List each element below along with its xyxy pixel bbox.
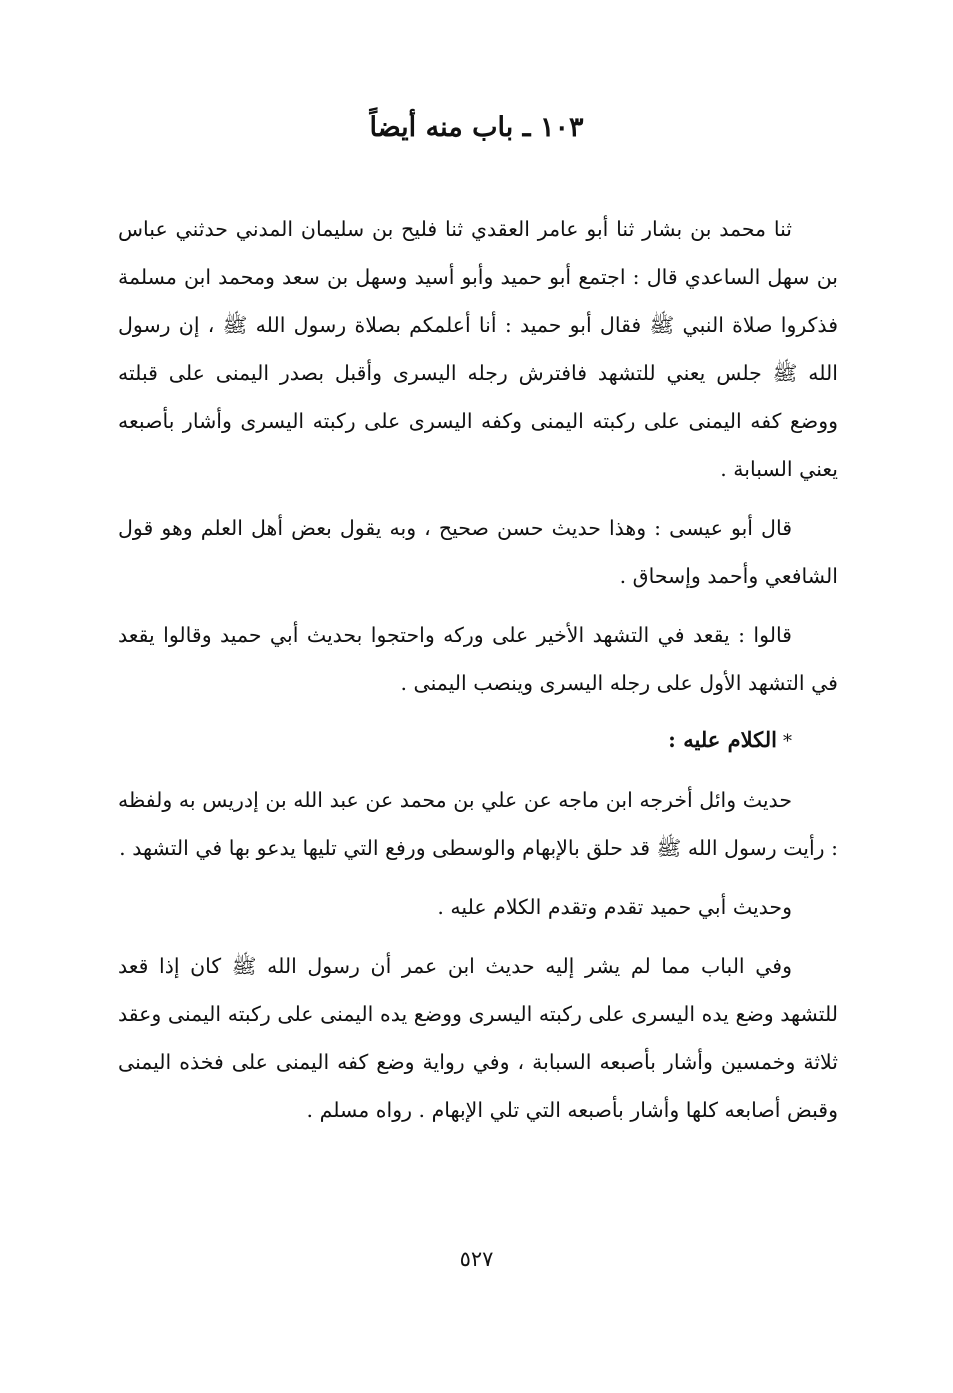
chapter-title: ١٠٣ ـ باب منه أيضاً — [369, 112, 584, 143]
star-icon: * — [783, 731, 792, 752]
section-heading-text: الكلام عليه : — [668, 727, 777, 752]
paragraph-abu-isa-comment: قال أبو عيسى : وهذا حديث حسن صحيح ، وبه يقول بعض أهل العلم وهو قول الشافعي وأحمد وإسحاق . — [118, 516, 838, 588]
paragraph-hadith-text: ثنا محمد بن بشار ثنا أبو عامر العقدي ثنا فليح بن سليمان المدني حدثني عباس بن سهل الساعدي قال : اجتمع أبو حميد وأبو أسيد وسهل بن سعد ومحمد ابن مسلمة فذكروا صلاة النبي ﷺ فقال أبو حميد : أنا أعلمكم بصلاة رسول الله ﷺ ، إن رسول الله ﷺ جلس يعني للتشهد فافترش رجله اليسرى وأقبل بصدر اليمنى على قبلته ووضع كفه اليمنى على ركبته اليمنى وكفه اليسرى على ركبته اليسرى وأشار بأصبعه يعني السبابة . — [118, 217, 838, 481]
page-number: ٥٢٧ — [459, 1247, 494, 1271]
body-text — [118, 205, 838, 1145]
section-heading — [118, 718, 838, 764]
paragraph-wail-hadith: حديث وائل أخرجه ابن ماجه عن علي بن محمد عن عبد الله بن إدريس به ولفظه : رأيت رسول الله ﷺ قد حلق بالإبهام والوسطى ورفع التي تليها يدعو بها في التشهد . — [118, 788, 838, 860]
paragraph-scholars-opinion: قالوا : يقعد في التشهد الأخير على وركه واحتجوا بحديث أبي حميد وقالوا يقعد في التشهد الأول على رجله اليسرى وينصب اليمنى . — [118, 623, 838, 695]
paragraph-abu-humaid-note: وحديث أبي حميد تقدم وتقدم الكلام عليه . — [437, 895, 792, 919]
paragraph-ibn-umar-hadith: وفي الباب مما لم يشر إليه حديث ابن عمر أن رسول الله ﷺ كان إذا قعد للتشهد وضع يده اليسرى على ركبته اليسرى ووضع يده اليمنى على ركبته اليمنى وعقد ثلاثة وخمسين وأشار بأصبعه السبابة ، وفي رواية وضع كفه اليمنى على فخذه اليمنى وقبض أصابعه كلها وأشار بأصبعه التي تلي الإبهام . رواه مسلم . — [118, 954, 838, 1122]
